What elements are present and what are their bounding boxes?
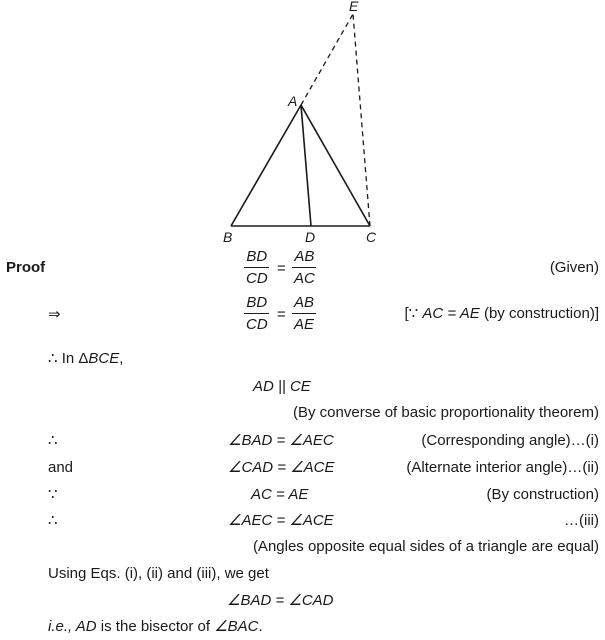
fraction-bd-cd: $\frac{BD}{CD}$	[246, 248, 268, 287]
therefore-symbol-2: ∴	[48, 512, 58, 529]
side-ac	[301, 105, 370, 226]
because-symbol: ∵	[48, 486, 58, 503]
reason-construction-2: (By construction)	[486, 486, 599, 503]
angle-bad-cad: ∠BAD = ∠CAD	[227, 592, 334, 609]
reason-isosceles: (Angles opposite equal sides of a triangle are equal)	[252, 538, 599, 555]
reason-given: (Given)	[549, 259, 599, 276]
triangle-figure	[0, 0, 605, 250]
fraction-bd-cd-2: $\frac{BD}{CD}$	[246, 294, 268, 333]
in-triangle-bce: ∴ In ΔBCE,	[48, 350, 124, 367]
reason-corresponding: (Corresponding angle)…(i)	[421, 432, 599, 449]
using-equations-line: Using Eqs. (i), (ii) and (iii), we get	[48, 565, 269, 582]
label-a: A	[288, 93, 298, 109]
label-c: C	[366, 229, 377, 245]
label-b: B	[223, 229, 233, 245]
reason-converse-bpt: (By converse of basic proportionality theorem)	[293, 404, 599, 421]
equals-sign: =	[277, 260, 286, 277]
reason-alternate: (Alternate interior angle)…(ii)	[406, 459, 599, 476]
and-word: and	[48, 459, 74, 476]
label-d: D	[305, 229, 316, 245]
implies-symbol: ⇒	[48, 306, 61, 323]
therefore-symbol-1: ∴	[48, 432, 58, 449]
bisector-ad	[301, 105, 311, 226]
side-ab	[231, 105, 301, 226]
reason-eq-iii: …(iii)	[564, 512, 599, 529]
fraction-ab-ae: $\frac{AB}{AE}$	[294, 294, 315, 333]
conclusion-line: i.e., AD is the bisector of ∠BAC.	[48, 618, 263, 635]
reason-construction-1: [∵ AC = AE (by construction)]	[404, 305, 599, 322]
proof-heading: Proof	[6, 259, 46, 276]
fraction-ab-ac: $\frac{AB}{AC}$	[294, 248, 315, 287]
label-e: E	[349, 0, 359, 14]
dashed-ae	[301, 14, 353, 105]
ac-equals-ae: AC = AE	[251, 486, 309, 503]
angle-bad-aec: ∠BAD = ∠AEC	[228, 432, 334, 449]
angle-aec-ace: ∠AEC = ∠ACE	[228, 512, 334, 529]
parallel-statement: AD || CE	[253, 378, 311, 395]
equals-sign-2: =	[277, 306, 286, 323]
dashed-ce	[353, 14, 370, 226]
angle-cad-ace: ∠CAD = ∠ACE	[228, 459, 335, 476]
